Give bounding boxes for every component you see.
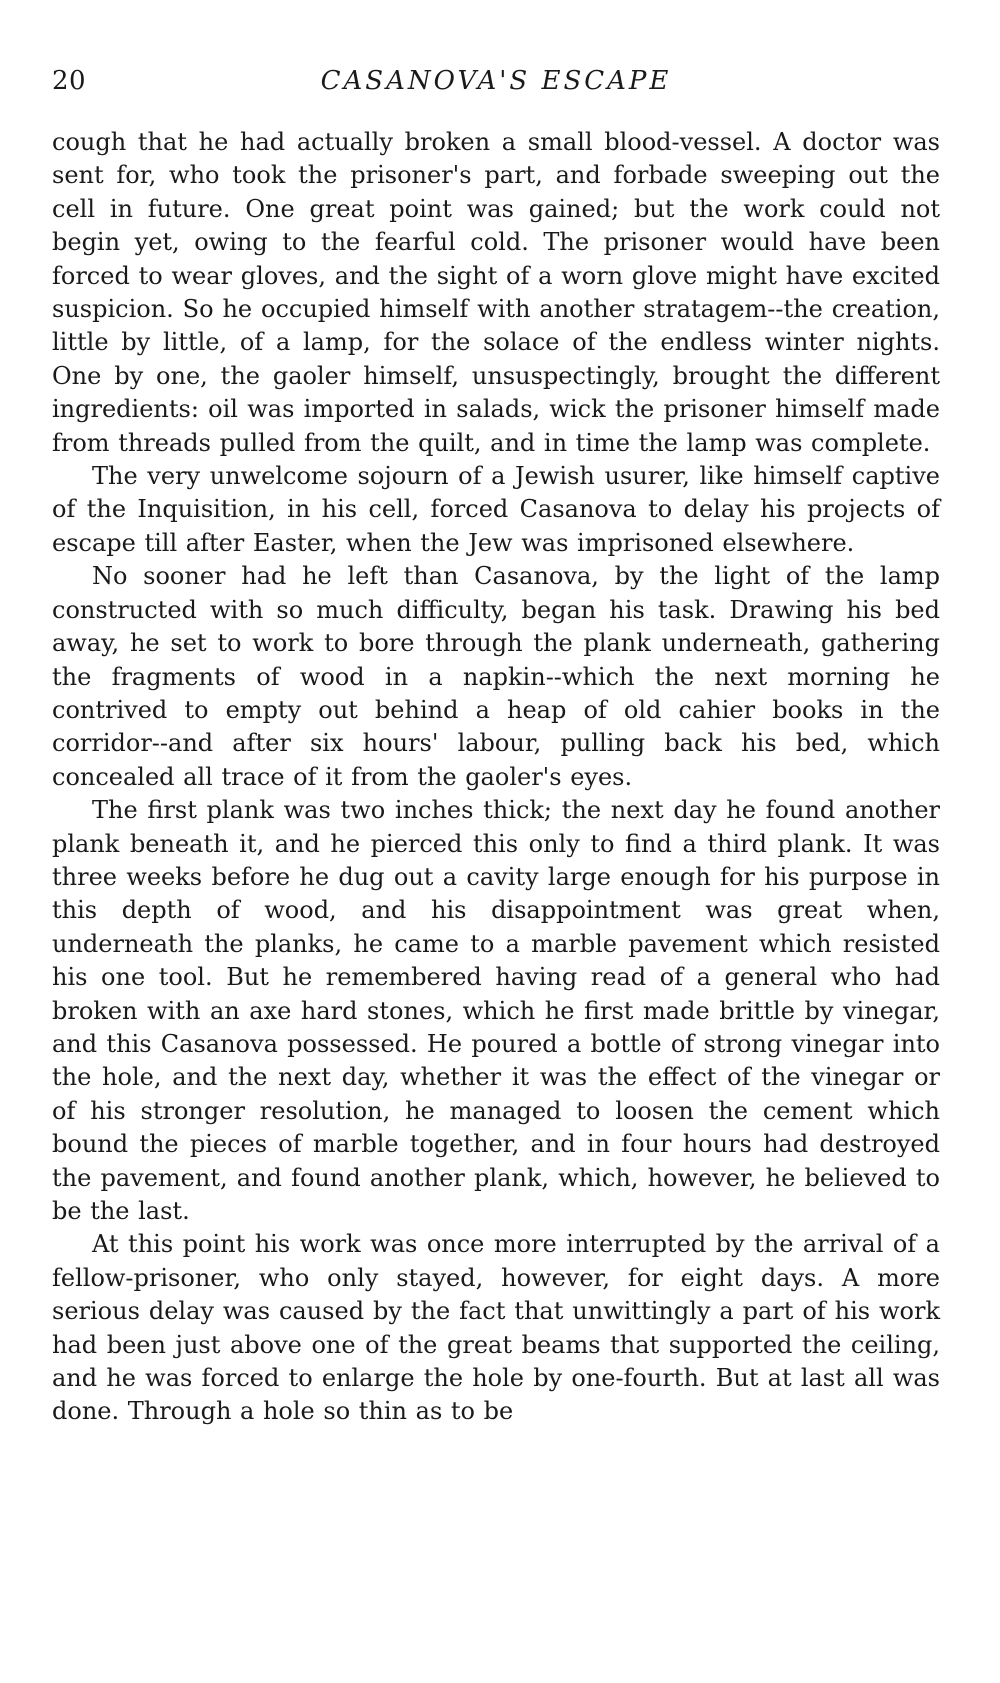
paragraph: No sooner had he left than Casanova, by the light of the lamp constructed with so much difficulty, began his task. Drawing his bed away, he set to work to bore through the plank underneath, gathering the fragments of wood in a napkin--which the next morning he contrived to empty out behind a heap of old cahier books in the corridor--and after six hours' labour, pulling back his bed, which concealed all trace of it from the gaoler's eyes. <box>52 562 940 791</box>
paragraph: The first plank was two inches thick; the next day he found another plank beneath it, and he pierced this only to find a third plank. It was three weeks before he dug out a cavity large enough for his purpose in this depth of wood, and his disappointment was great when, underneath the planks, he came to a marble pavement which resisted his one tool. But he remembered having read of a general who had broken with an axe hard stones, which he first made brittle by vinegar, and this Casanova possessed. He poured a bottle of strong vinegar into the hole, and the next day, whether it was the effect of the vinegar or of his stronger resolution, he managed to loosen the cement which bound the pieces of marble together, and in four hours had destroyed the pavement, and found another plank, which, however, he believed to be the last. <box>52 796 940 1225</box>
page-header <box>52 62 940 102</box>
page-number: 20 <box>52 66 87 96</box>
running-title: CASANOVA'S ESCAPE <box>320 66 672 96</box>
paragraph: At this point his work was once more interrupted by the arrival of a fellow-prisoner, who only stayed, however, for eight days. A more serious delay was caused by the fact that unwittingly a part of his work had been just above one of the great beams that supported the ceiling, and he was forced to enlarge the hole by one-fourth. But at last all was done. Through a hole so thin as to be <box>52 1230 940 1426</box>
book-page <box>52 62 940 1429</box>
paragraph: cough that he had actually broken a small blood-vessel. A doctor was sent for, who took the prisoner's part, and forbade sweeping out the cell in future. One great point was gained; but the work could not begin yet, owing to the fearful cold. The prisoner would have been forced to wear gloves, and the sight of a worn glove might have excited suspicion. So he occupied himself with another stratagem--the creation, little by little, of a lamp, for the solace of the endless winter nights. One by one, the gaoler himself, unsuspectingly, brought the different ingredients: oil was imported in salads, wick the prisoner himself made from threads pulled from the quilt, and in time the lamp was complete. <box>52 128 940 457</box>
body-text <box>52 126 940 1429</box>
paragraph: The very unwelcome sojourn of a Jewish usurer, like himself captive of the Inquisition, in his cell, forced Casanova to delay his projects of escape till after Easter, when the Jew was imprisoned elsewhere. <box>52 462 940 557</box>
